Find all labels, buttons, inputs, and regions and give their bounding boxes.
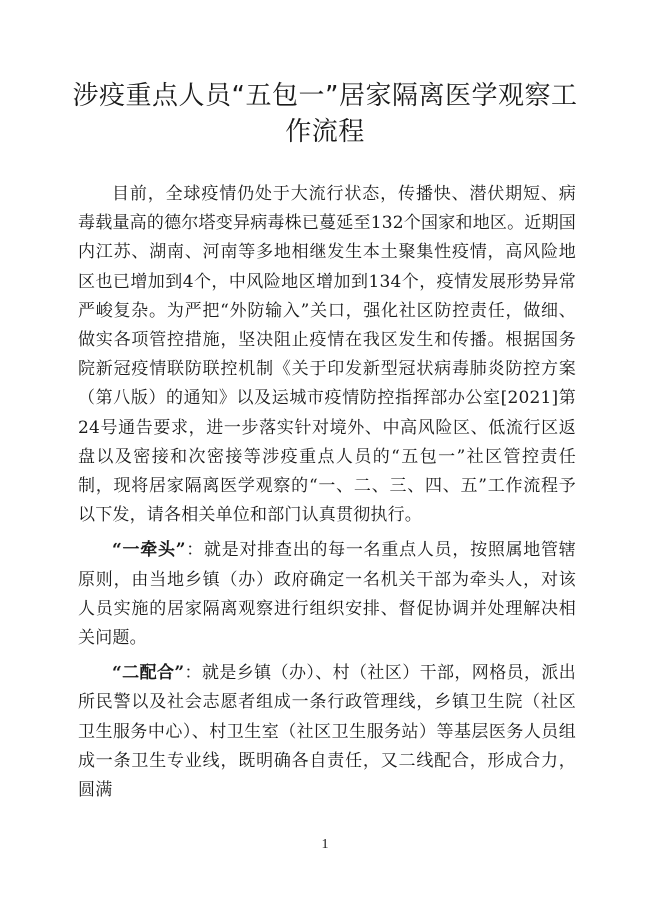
- section-one-heading: “一牵头”: [112, 540, 186, 561]
- section-one-text: ：就是对排查出的每一名重点人员，按照属地管辖原则，由当地乡镇（办）政府确定一名机关干部为牵头人，对该人员实施的居家隔离观察进行组织安排、督促协调并处理解决相关问题。: [78, 540, 576, 649]
- section-two-heading: “二配合”: [112, 663, 185, 684]
- document-body: [78, 180, 576, 805]
- section-two-paragraph: [78, 659, 576, 805]
- section-one-paragraph: [78, 536, 576, 653]
- document-title: 涉疫重点人员“五包一”居家隔离医学观察工作流程: [72, 81, 578, 147]
- intro-paragraph: 目前，全球疫情仍处于大流行状态，传播快、潜伏期短、病毒载量高的德尔塔变异病毒株已蔓延至132个国家和地区。近期国内江苏、湖南、河南等多地相继发生本土聚集性疫情，高风险地区也已增加到4个，中风险地区增加到134个，疫情发展形势异常严峻复杂。为严把“外防输入”关口，强化社区防控责任，做细、做实各项管控措施，坚决阻止疫情在我区发生和传播。根据国务院新冠疫情联防联控机制《关于印发新型冠状病毒肺炎防控方案（第八版）的通知》以及运城市疫情防控指挥部办公室[2021]第24号通告要求，进一步落实针对境外、中高风险区、低流行区返盘以及密接和次密接等涉疫重点人员的“五包一”社区管控责任制，现将居家隔离医学观察的“一、二、三、四、五”工作流程予以下发，请各相关单位和部门认真贯彻执行。: [78, 184, 576, 526]
- section-two-text: ：就是乡镇（办）、村（社区）干部，网格员，派出所民警以及社会志愿者组成一条行政管理线，乡镇卫生院（社区卫生服务中心）、村卫生室（社区卫生服务站）等基层医务人员组成一条卫生专业线，既明确各自责任，又二线配合，形成合力，圆满: [78, 663, 576, 801]
- page-number: 1: [321, 837, 329, 852]
